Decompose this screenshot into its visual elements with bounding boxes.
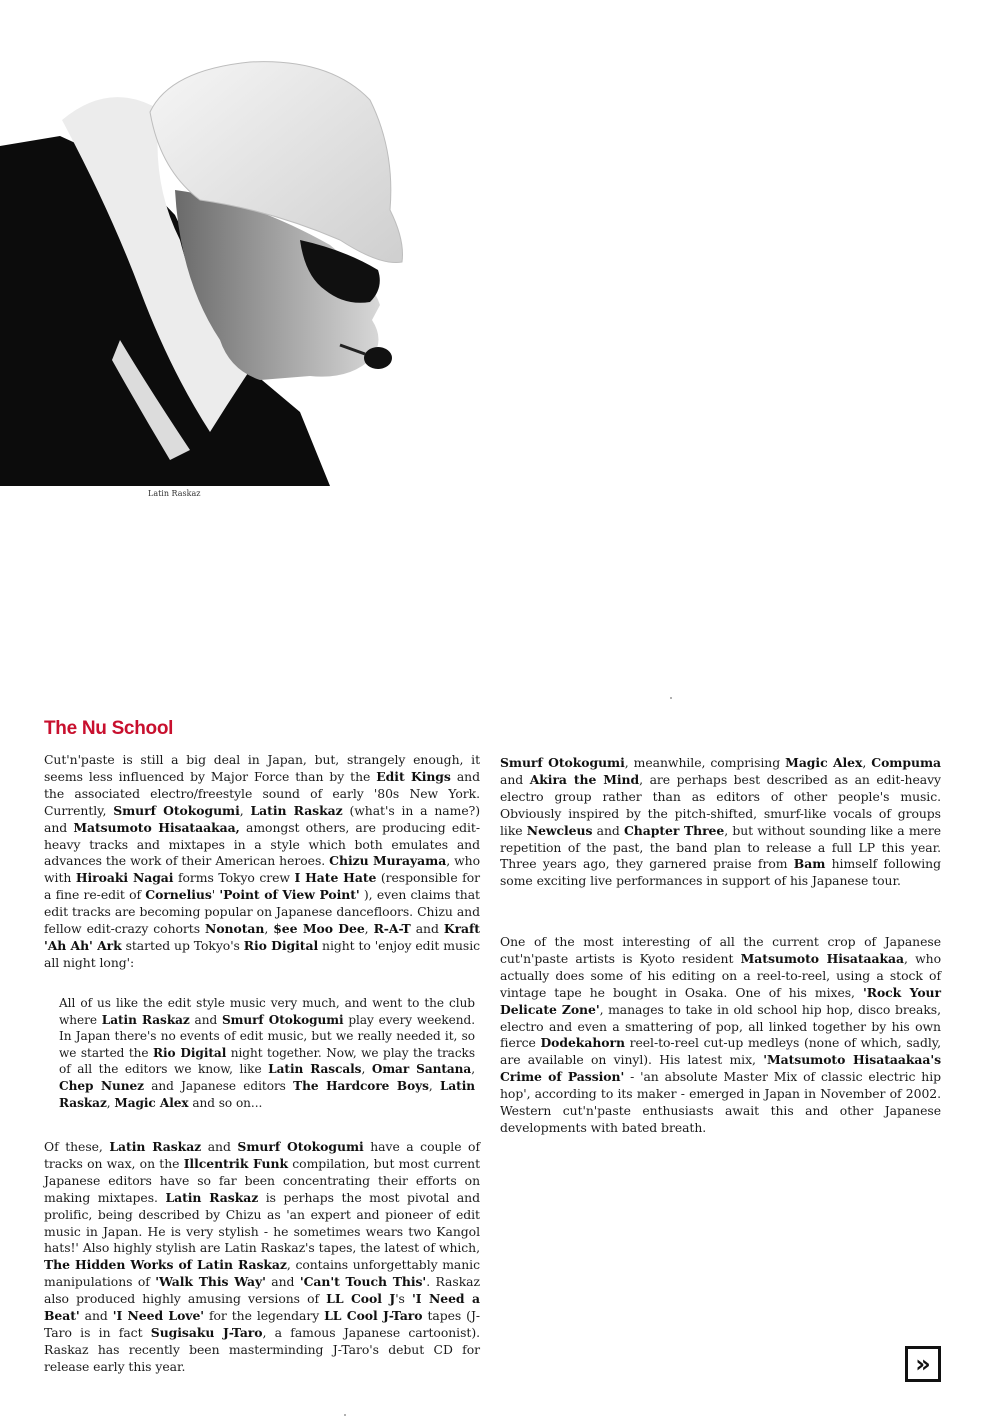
bold-name: Smurf Otokogumi: [113, 802, 240, 818]
bold-name: Chizu Murayama: [329, 853, 447, 869]
bold-name: Magic Alex: [785, 755, 863, 770]
print-speck: [344, 1414, 346, 1416]
text-run: and: [201, 1139, 238, 1154]
column-1-paragraph-2: [44, 1139, 480, 1376]
bold-name: Compuma: [871, 755, 941, 770]
bold-name: 'Matsumoto Hisataakaa's Crime of Passion': [500, 1052, 941, 1085]
bold-name: Matsumoto Hisataakaa: [740, 950, 904, 966]
bold-name: Edit Kings: [376, 768, 451, 784]
bold-name: 'Walk This Way': [155, 1274, 266, 1290]
text-run: tapes (J-Taro is in fact: [44, 1308, 480, 1340]
bold-name: 'Can't Touch This': [299, 1274, 427, 1290]
bold-name: Omar Santana: [371, 1062, 472, 1077]
bold-name: 'Point of View Point': [219, 887, 360, 903]
text-run: ,: [862, 755, 872, 770]
text-run: amongst others, are producing edit-heavy tracks and mixtapes in a style which both emulates and advances the work of their American heroes.: [44, 819, 480, 869]
text-run: All of us like the edit style music very much, and went to the club where: [59, 996, 475, 1027]
bold-name: Cornelius: [145, 887, 212, 903]
text-run: and: [79, 1308, 113, 1324]
bold-name: Kraft 'Ah Ah' Ark: [44, 921, 480, 953]
bold-name: Nonotan: [205, 921, 265, 937]
text-run: - 'an absolute Master Mix of classic electric hip hop', according to its maker - emerged in Japan in November of 2002. Western cut'n'paste enthusiasts await this and other Japanese developments with bated breath.: [500, 1069, 941, 1135]
bold-name: 'I Need Love': [112, 1308, 205, 1324]
text-run: , are perhaps best described as an edit-heavy electro group rather than as editors of other people's music. Obviously inspired by the pitch-shifted, smurf-like vocals of groups like: [500, 771, 941, 838]
bold-name: Rio Digital: [243, 937, 319, 953]
text-run: ,: [428, 1078, 440, 1093]
bold-name: Hiroaki Nagai: [75, 870, 174, 886]
text-run: and so on...: [188, 1095, 263, 1110]
text-run: night to 'enjoy edit music all night long':: [44, 937, 480, 970]
bold-name: Illcentrik Funk: [183, 1155, 289, 1171]
bold-name: Dodekahorn: [540, 1035, 625, 1051]
bold-name: The Hidden Works of Latin Raskaz: [44, 1257, 287, 1273]
text-run: ,: [361, 1062, 372, 1077]
column-1-paragraph-1: [44, 752, 480, 972]
text-run: , but without sounding like a mere repetition of the past, the band plan to release a full LP this year. Three years ago, they garnered praise from: [500, 822, 941, 872]
text-run: compilation, but most current Japanese editors have so far been concentrating their efforts on making mixtapes.: [44, 1155, 481, 1205]
text-run: and: [500, 771, 530, 787]
text-run: ,: [364, 921, 374, 937]
bold-name: 'Rock Your Delicate Zone': [500, 984, 941, 1017]
bold-name: Latin Raskaz: [101, 1012, 190, 1027]
text-run: One of the most interesting of all the current crop of Japanese cut'n'paste artists is Kyoto resident: [500, 934, 941, 966]
text-run: , contains unforgettably manic manipulations of: [44, 1257, 480, 1290]
text-run: . Raskaz also produced highly amusing versions of: [44, 1274, 480, 1307]
bold-name: Rio Digital: [153, 1045, 227, 1060]
bold-name: Chapter Three: [624, 822, 725, 838]
text-run: Of these,: [44, 1139, 110, 1154]
text-run: , who actually does some of his editing on a reel-to-reel, using a stock of vintage tape he bought in Osaka. One of his mixes,: [500, 950, 941, 1000]
article-heading: The Nu School: [44, 718, 174, 739]
text-run: 's: [395, 1291, 412, 1307]
bold-name: The Hardcore Boys: [293, 1078, 429, 1093]
bold-name: Newcleus: [526, 822, 593, 838]
bold-name: Bam: [793, 856, 826, 872]
bold-name: Matsumoto Hisataakaa,: [73, 819, 240, 835]
text-run: and: [265, 1274, 300, 1290]
text-run: and: [410, 921, 444, 937]
text-run: and: [189, 1012, 222, 1027]
text-run: ,: [239, 802, 251, 818]
bold-name: 'I Need a Beat': [44, 1291, 480, 1324]
text-run: ,: [106, 1095, 115, 1110]
text-run: play every weekend. In Japan there's no events of edit music, but we really needed it, so we started the: [59, 1012, 476, 1060]
bold-name: Latin Rascals: [268, 1062, 362, 1077]
bold-name: Latin Raskaz: [109, 1139, 202, 1154]
bold-name: Latin Raskaz: [250, 802, 343, 818]
bold-name: Akira the Mind: [529, 771, 640, 787]
text-run: and the associated electro/freestyle sound of early '80s New York. Currently,: [44, 768, 480, 818]
text-run: forms Tokyo crew: [173, 870, 295, 886]
text-run: started up Tokyo's: [121, 937, 244, 953]
text-run: and Japanese editors: [143, 1078, 294, 1093]
bold-name: Chep Nunez: [59, 1078, 144, 1093]
column-2-paragraph-1: [500, 755, 941, 890]
bold-name: Latin Raskaz: [59, 1078, 476, 1110]
text-run: ,: [264, 921, 274, 937]
bold-name: Smurf Otokogumi: [500, 755, 625, 770]
bold-name: I Hate Hate: [294, 870, 377, 886]
text-run: himself following some exciting live performances in support of his Japanese tour.: [500, 856, 941, 889]
text-run: , manages to take in old school hip hop, disco breaks, electro and even a smattering of pop, all linked together by his own fierce: [500, 1001, 941, 1051]
bold-name: R-A-T: [373, 921, 411, 937]
text-run: ': [211, 887, 220, 903]
print-speck: [670, 697, 672, 699]
text-run: night together. Now, we play the tracks of all the editors we know, like: [59, 1045, 475, 1077]
column-2-paragraph-2: [500, 934, 941, 1137]
bold-name: Magic Alex: [114, 1095, 189, 1110]
bold-name: Latin Raskaz: [165, 1189, 259, 1205]
text-run: for the legendary: [204, 1308, 325, 1324]
text-run: reel-to-reel cut-up medleys (none of which, sadly, are available on vinyl). His latest mix,: [500, 1035, 941, 1068]
bold-name: Sugisaku J-Taro: [150, 1324, 263, 1340]
bold-name: Smurf Otokogumi: [221, 1012, 344, 1027]
quoted-passage: [59, 995, 475, 1111]
text-run: (what's in a name?) and: [44, 802, 480, 835]
text-run: (responsible for a fine re-edit of: [44, 870, 480, 903]
text-run: is perhaps the most pivotal and prolific, being described by Chizu as 'an expert and pioneer of edit music in Japan. He is very stylish - he sometimes wears two Kangol hats!' Also highly stylish are Latin Raskaz's tapes, the latest of which,: [44, 1189, 480, 1256]
bold-name: $ee Moo Dee: [273, 921, 365, 937]
text-run: , a famous Japanese cartoonist). Raskaz has recently been masterminding J-Taro's debut CD for release early this year.: [44, 1324, 480, 1374]
text-run: Cut'n'paste is still a big deal in Japan, but, strangely enough, it seems less influenced by Major Force than by the: [44, 752, 480, 784]
text-run: , meanwhile, comprising: [624, 755, 786, 770]
bold-name: LL Cool J-Taro: [324, 1308, 423, 1324]
text-run: ), even claims that edit tracks are becoming popular on Japanese dancefloors. Chizu and fellow edit-crazy cohorts: [44, 887, 480, 937]
text-run: have a couple of tracks on wax, on the: [44, 1139, 480, 1171]
double-chevron-right-icon: »: [915, 1350, 931, 1378]
artist-photo: [0, 40, 430, 486]
bold-name: Smurf Otokogumi: [237, 1139, 364, 1154]
text-run: ,: [471, 1062, 475, 1077]
text-run: and: [592, 822, 624, 838]
bold-name: LL Cool J: [326, 1291, 396, 1307]
photo-caption: Latin Raskaz: [148, 489, 201, 498]
text-run: , who with: [44, 853, 480, 886]
next-page-button[interactable]: [905, 1346, 941, 1382]
